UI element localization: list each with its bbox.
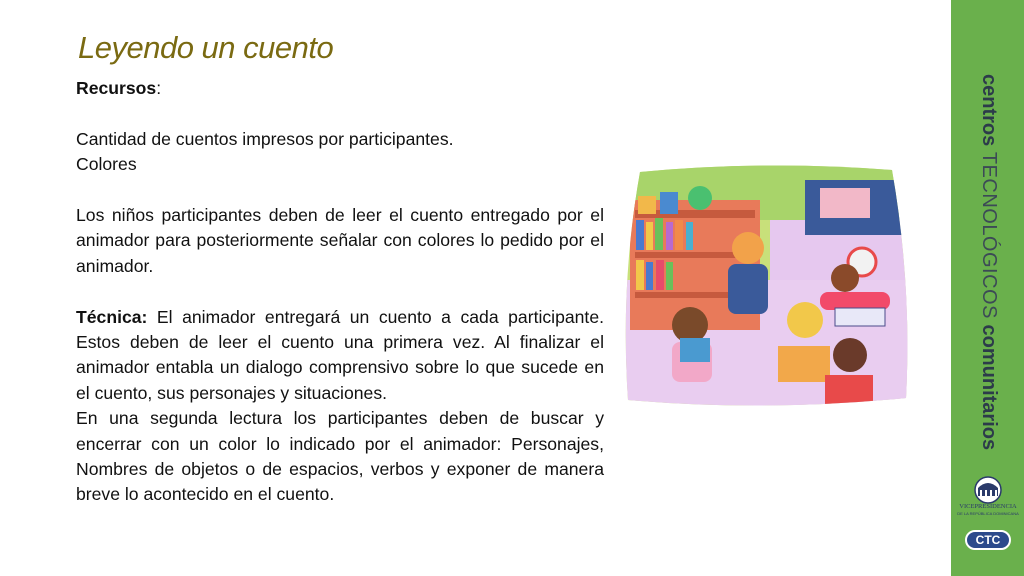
resources-colon: : xyxy=(156,78,162,98)
technique-text: El animador entregará un cuento a cada participante. Estos deben de leer el cuento una primera vez. Al finalizar el animador entabla un dialogo comprensivo sobre lo que sucede en el cuento, sus personajes y situaciones. xyxy=(76,306,604,403)
resource-item-1: Cantidad de cuentos impresos por participantes. xyxy=(76,128,454,149)
instructions-paragraph: Los niños participantes deben de leer el cuento entregado por el animador para posteriormente señalar con colores lo pedido por el animador. xyxy=(76,205,604,276)
brand-vertical-text xyxy=(977,74,1000,450)
resources-label: Recursos xyxy=(76,78,157,98)
slide-body xyxy=(76,76,604,508)
ctc-logo: CTC xyxy=(965,530,1011,550)
brand-word-comunitarios: comunitarios xyxy=(978,324,1000,451)
brand-word-tecnologicos: TECNOLÓGICOS xyxy=(978,151,1000,319)
technique-paragraph xyxy=(76,305,604,407)
second-reading-paragraph: En una segunda lectura los participantes deben de buscar y encerrar con un color lo indicado por el animador: Personajes, Nombres de objetos o de espacios, verbos y exponer de manera breve lo acontecido en el cuento. xyxy=(76,408,604,505)
children-reading-illustration xyxy=(620,160,912,408)
resources-heading xyxy=(76,76,604,101)
resource-item-2: Colores xyxy=(76,154,137,175)
technique-label: Técnica: xyxy=(76,306,148,327)
brand-word-centros: centros xyxy=(978,74,1000,147)
slide-title: Leyendo un cuento xyxy=(78,30,334,65)
vicepresidencia-label: VICEPRESIDENCIA xyxy=(959,503,1017,510)
vicepresidencia-sub-label: DE LA REPÚBLICA DOMINICANA xyxy=(957,511,1019,516)
